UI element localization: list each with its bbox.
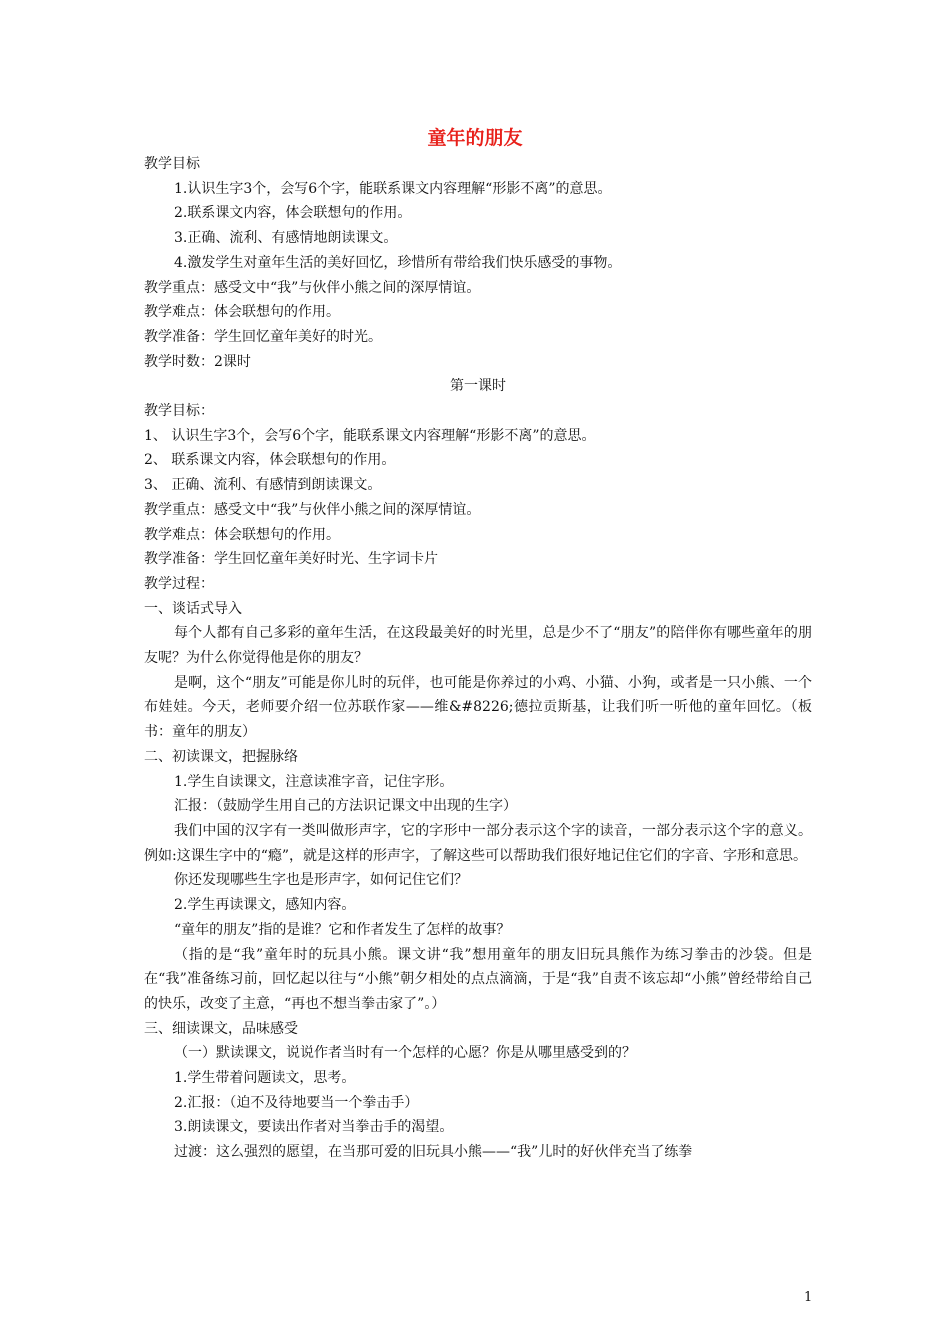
- preparation: 教学准备：学生回忆童年美好的时光。: [144, 328, 382, 345]
- section-heading-first-lesson: 第一课时: [450, 378, 506, 395]
- paragraph: 1.学生带着问题读文，思考。: [174, 1070, 356, 1087]
- difficulty: 教学难点：体会联想句的作用。: [144, 526, 340, 543]
- objective-item: 3、 正确、流利、有感情到朗读课文。: [144, 477, 382, 494]
- objective-item: 2、 联系课文内容，体会联想句的作用。: [144, 452, 396, 469]
- step-heading: 一、谈话式导入: [144, 600, 242, 617]
- paragraph: 2.汇报：（迫不及待地要当一个拳击手）: [174, 1094, 419, 1111]
- heading-objectives: 教学目标：: [144, 403, 214, 420]
- paragraph: （指的是“我”童年时的玩具小熊。课文讲“我”想用童年的朋友旧玩具熊作为练习拳击的沙袋。但是在“我”准备练习前，回忆起以往与“小熊”朝夕相处的点点滴滴，于是“我”自责不该忘却“小熊”曾经带给自己的快乐，改变了主意，“再也不想当拳击家了”。）: [144, 946, 812, 1012]
- objective-item: 3.正确、流利、有感情地朗读课文。: [174, 230, 398, 247]
- document-title: 童年的朋友: [427, 127, 523, 149]
- heading-process: 教学过程：: [144, 575, 214, 592]
- paragraph: 我们中国的汉字有一类叫做形声字，它的字形中一部分表示这个字的读音，一部分表示这个字的意义。例如:这课生字中的“瘾”，就是这样的形声字，了解这些可以帮助我们很好地记住它们的字音、字形和意思。: [144, 822, 812, 864]
- paragraph: 3.朗读课文，要读出作者对当拳击手的渴望。: [174, 1119, 454, 1136]
- paragraph: 汇报：（鼓励学生用自己的方法识记课文中出现的生字）: [174, 798, 517, 815]
- key-point: 教学重点：感受文中“我”与伙伴小熊之间的深厚情谊。: [144, 501, 481, 518]
- step-heading: 二、初读课文，把握脉络: [144, 748, 298, 765]
- paragraph: 是啊，这个“朋友”可能是你儿时的玩伴，也可能是你养过的小鸡、小猫、小狗，或者是一只小熊、一个布娃娃。今天，老师要介绍一位苏联作家——维&#8226;德拉贡斯基，让我们听一听他的童年回忆。（板书：童年的朋友）: [144, 674, 812, 741]
- objective-item: 2.联系课文内容，体会联想句的作用。: [174, 205, 412, 222]
- paragraph: 2.学生再读课文，感知内容。: [174, 897, 356, 914]
- objective-item: 1、 认识生字3个，会写6个字，能联系课文内容理解“形影不离”的意思。: [144, 427, 596, 444]
- paragraph: “童年的朋友”指的是谁？它和作者发生了怎样的故事？: [174, 921, 511, 938]
- paragraph: 1.学生自读课文，注意读准字音，记住字形。: [174, 773, 454, 790]
- key-point: 教学重点：感受文中“我”与伙伴小熊之间的深厚情谊。: [144, 279, 481, 296]
- preparation: 教学准备：学生回忆童年美好时光、生字词卡片: [144, 551, 438, 568]
- document-body: [144, 152, 812, 1165]
- objective-item: 4.激发学生对童年生活的美好回忆，珍惜所有带给我们快乐感受的事物。: [174, 254, 622, 271]
- paragraph: （一）默读课文，说说作者当时有一个怎样的心愿？你是从哪里感受到的？: [174, 1045, 636, 1062]
- paragraph: 每个人都有自己多彩的童年生活，在这段最美好的时光里，总是少不了“朋友”的陪伴你有哪些童年的朋友呢？为什么你觉得他是你的朋友？: [144, 625, 812, 667]
- objective-item: 1.认识生字3个，会写6个字，能联系课文内容理解“形影不离”的意思。: [174, 180, 612, 197]
- heading-objectives: 教学目标: [144, 156, 200, 172]
- page-number: 1: [804, 1290, 813, 1305]
- paragraph: 过渡：这么强烈的愿望，在当那可爱的旧玩具小熊——“我”儿时的好伙伴充当了练拳: [174, 1144, 693, 1161]
- step-heading: 三、细读课文，品味感受: [144, 1020, 298, 1037]
- lesson-count: 教学时数：2课时: [144, 353, 251, 370]
- difficulty: 教学难点：体会联想句的作用。: [144, 304, 340, 321]
- paragraph: 你还发现哪些生字也是形声字，如何记住它们？: [174, 872, 468, 889]
